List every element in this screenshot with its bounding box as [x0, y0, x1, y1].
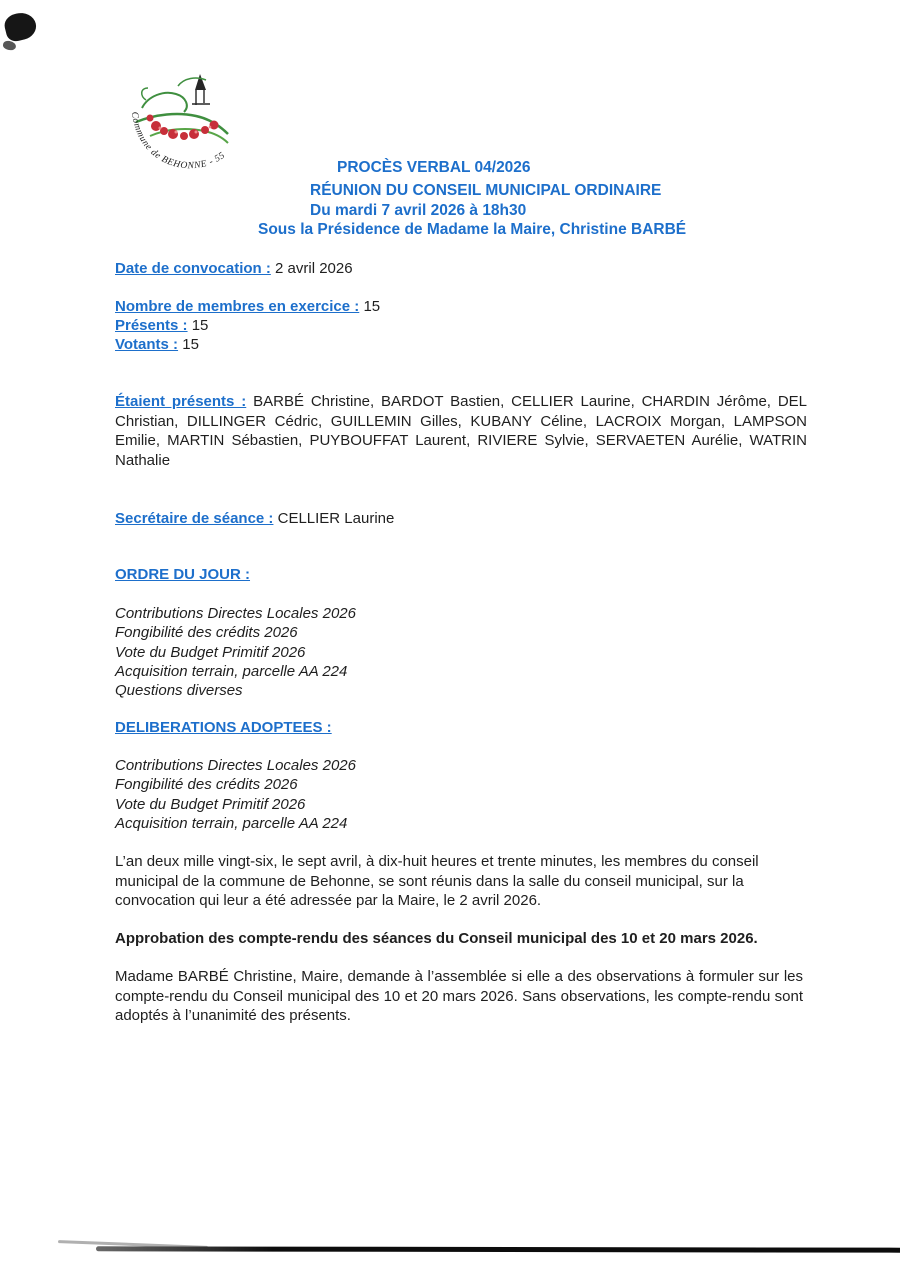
ordre-item-3: Vote du Budget Primitif 2026	[115, 643, 306, 661]
title-date: Du mardi 7 avril 2026 à 18h30	[310, 202, 527, 219]
deliberation-item-3: Vote du Budget Primitif 2026	[115, 795, 306, 813]
presents-label: Présents :	[115, 317, 188, 334]
ordre-du-jour-list	[115, 604, 356, 700]
membres-exercice-value: 15	[363, 298, 381, 315]
scan-artifact-bottom-line	[96, 1246, 900, 1252]
ordre-item-5: Questions diverses	[115, 682, 243, 700]
secretaire-value: CELLIER Laurine	[277, 510, 395, 527]
deliberation-item-2: Fongibilité des crédits 2026	[115, 776, 298, 794]
secretaire-line	[115, 509, 394, 528]
votants-line	[115, 335, 199, 354]
deliberation-item-4: Acquisition terrain, parcelle AA 224	[115, 814, 348, 832]
approbation-heading: Approbation des compte-rendu des séances du Conseil municipal des 10 et 20 mars 2026.	[115, 930, 758, 947]
deliberations-title: DELIBERATIONS ADOPTEES :	[115, 719, 332, 736]
title-presidence: Sous la Présidence de Madame la Maire, Christine BARBÉ	[258, 221, 687, 238]
etaient-presents-label: Étaient présents :	[115, 393, 247, 410]
logo-church-tower	[192, 90, 210, 105]
commune-logo-art	[126, 70, 248, 180]
scan-artifact-corner-speck	[2, 40, 16, 51]
ordre-item-1: Contributions Directes Locales 2026	[115, 605, 356, 622]
presents-line	[115, 316, 208, 335]
etaient-presents-paragraph	[115, 392, 807, 470]
ordre-du-jour-title: ORDRE DU JOUR :	[115, 566, 251, 583]
secretaire-label: Secrétaire de séance :	[115, 510, 274, 527]
date-convocation-line	[115, 259, 353, 278]
commune-logo	[126, 70, 248, 180]
deliberations-list	[115, 756, 356, 833]
date-convocation-value: 2 avril 2026	[275, 260, 353, 277]
votants-label: Votants :	[115, 336, 179, 353]
commune-logo-caption: Commune de BEHONNE - 55	[128, 111, 228, 172]
title-proces-verbal: PROCÈS VERBAL 04/2026	[337, 159, 531, 176]
logo-church-spire	[195, 74, 206, 90]
intro-paragraph: L’an deux mille vingt-six, le sept avril, à dix-huit heures et trente minutes, les membres du conseil municipal de la commune de Behonne, se sont réunis dans la salle du conseil municipal, sur la convocation qui leur a été adressée par la Maire, le 2 avril 2026.	[115, 853, 759, 909]
membres-exercice-label: Nombre de membres en exercice :	[115, 298, 360, 315]
ordre-item-4: Acquisition terrain, parcelle AA 224	[115, 662, 348, 680]
presents-value: 15	[191, 317, 209, 334]
etaient-presents-value: BARBÉ Christine, BARDOT Bastien, CELLIER Laurine, CHARDIN Jérôme, DEL Christian, DILLINGER Cédric, GUILLEMIN Gilles, KUBANY Céline, LACROIX Morgan, LAMPSON Emilie, MARTIN Sébastien, PUYBOUFFAT Laurent, RIVIERE Sylvie, SERVAETEN Aurélie, WATRIN Nathalie	[115, 393, 807, 469]
title-reunion: RÉUNION DU CONSEIL MUNICIPAL ORDINAIRE	[310, 182, 662, 199]
membres-exercice-line	[115, 297, 380, 316]
logo-red-flowers	[147, 115, 219, 141]
approbation-paragraph: Madame BARBÉ Christine, Maire, demande à l’assemblée si elle a des observations à formuler sur les compte-rendu du Conseil municipal des 10 et 20 mars 2026. Sans observations, les compte-rendu sont adoptés à l’unanimité des présents.	[115, 968, 803, 1024]
votants-value: 15	[182, 336, 199, 353]
ordre-item-2: Fongibilité des crédits 2026	[115, 624, 298, 642]
deliberation-item-1: Contributions Directes Locales 2026	[115, 757, 356, 774]
scan-artifact-corner-blob	[2, 10, 39, 44]
date-convocation-label: Date de convocation :	[115, 260, 271, 277]
